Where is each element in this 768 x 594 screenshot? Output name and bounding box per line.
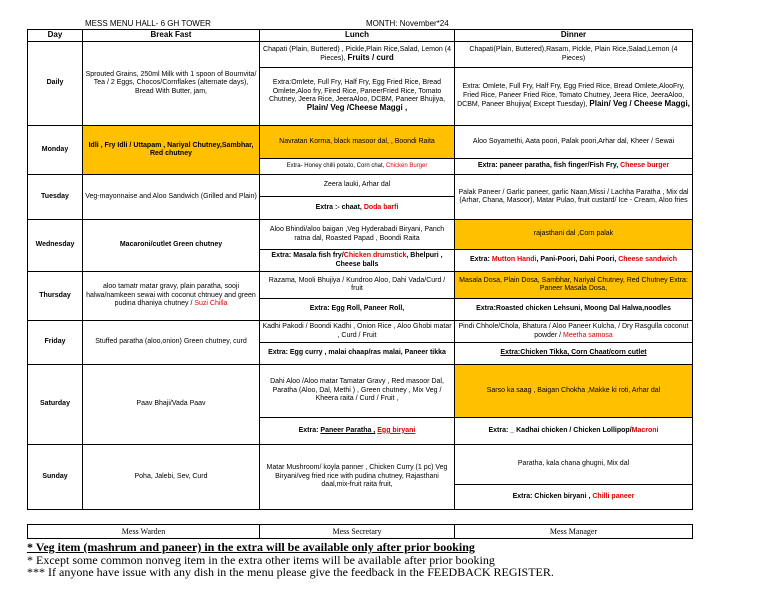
dinner-friday-extra: Extra:Chicken Tikka, Corn Chaat/corn cutlet [455,343,693,365]
dinner-daily-extra-text: Extra: Omlete, Full Fry, Half Fry, Egg Fried Rice, Bread Omlete,AlooFry, Fried Rice, Paneer Fried Rice, Tomato Chutney, Jeera Rice, JeeraAloo, DCBM, Paneer Bhujiya( Except Tuesday), [457,83,685,109]
row-daily [28,42,693,68]
dinner-thursday-main: Masala Dosa, Plain Dosa, Sambhar, Nariyal Chutney, Red Chutney Extra: Paneer Masala Dosa, [455,272,693,299]
note-veg-booking: * Veg item (mashrum and paneer) in the extra will be available only after prior booking [27,540,475,554]
breakfast-wednesday: Macaroni/cutlet Green chutney [83,220,260,272]
dinner-wednesday-extra-red2: Cheese sandwich [618,256,677,264]
lunch-wednesday-main: Aloo Bhindi/aloo baigan ,Veg Hyderabadi Biryani, Panch ratna dal, Roasted Papad , Boondi Raita [260,220,455,250]
dinner-sunday-extra-red: Chilli paneer [592,492,635,500]
dinner-sunday-extra [455,485,693,510]
lunch-wednesday-extra [260,250,455,272]
row-tuesday [28,175,693,197]
dinner-sunday-main: Paratha, kala chana ghugni, Mix dal [455,445,693,485]
lunch-daily-extra-bold: Plain/ Veg /Cheese Maggi , [306,103,408,113]
col-dinner: Dinner [455,30,693,42]
dinner-wednesday-extra-red1: Mutton Handi [491,256,537,264]
breakfast-thursday-text: aloo tamatr matar gravy, plain paratha, sooji halwa/namkeen sewai with coconut chtnuey and green pudina dhaniya chutney / [86,283,256,308]
breakfast-daily: Sprouted Grains, 250ml Milk with 1 spoon of Bournvita/ Tea / 2 Eggs, Chocos/Cornflakes (alternate days), Bread With Butter, jam, [83,42,260,126]
day-friday: Friday [28,321,83,365]
col-lunch: Lunch [260,30,455,42]
dinner-wednesday-extra-mid: , Pani-Poori, Dahi Poori, [536,256,617,264]
lunch-tuesday-extra [260,197,455,220]
day-sunday: Sunday [28,445,83,510]
dinner-wednesday-extra-text: Extra: [470,256,490,264]
lunch-friday-extra: Extra: Egg curry , malai chaap/ras malai, Paneer tikka [260,343,455,365]
lunch-daily-extra [260,68,455,126]
breakfast-sunday: Poha, Jalebi, Sev, Curd [83,445,260,510]
row-thursday [28,272,693,299]
lunch-saturday-extra [260,418,455,445]
lunch-tuesday-extra-red: Doda barfi [363,203,399,211]
note-feedback: *** If anyone have issue with any dish in the menu please give the feedback in the FEEDBACK REGISTER. [27,565,554,579]
breakfast-saturday: Paav Bhaji/Vada Paav [83,365,260,445]
dinner-saturday-main: Sarso ka saag , Baigan Chokha ,Makke ki roti, Arhar dal [455,365,693,418]
header-row [28,30,693,42]
col-breakfast: Break Fast [83,30,260,42]
lunch-wednesday-extra-text: Extra: Masala fish fry/ [271,252,344,260]
dinner-friday-text: Pindi Chhole/Chola, Bhatura / Aloo Paneer Kulcha, / Dry Rasgulla coconut powder / [458,323,689,339]
dinner-daily-main: Chapati(Plain, Buttered),Rasam, Pickle, Plain Rice,Salad,Lemon (4 Pieces) [455,42,693,68]
row-saturday [28,365,693,418]
notes [27,541,747,579]
lunch-wednesday-extra-red: Chicken drumstick [343,252,407,260]
mess-warden-label: Mess Warden [28,525,260,539]
lunch-thursday-main: Razama, Mooli Bhujiya / Kundroo Aloo, Dahi Vada/Curd / fruit [260,272,455,299]
breakfast-friday: Stuffed paratha (aloo,onion) Green chutney, curd [83,321,260,365]
lunch-saturday-extra-underline: Paneer Paratha , [320,426,376,434]
note-nonveg-booking: * Except some common nonveg item in the extra other items will be available after prior booking [27,552,495,567]
dinner-tuesday: Palak Paneer / Garlic paneer, garlic Naan,Missi / Lachha Paratha , Mix dal (Arhar, Chana, Masoor), Matar Pulao, fruit custard/ Ice - Cream, Aloo fries [455,175,693,220]
breakfast-monday: Idli , Fry Idli / Uttapam , Nariyal Chutney,Sambhar, Red chutney [83,126,260,175]
breakfast-thursday [83,272,260,321]
dinner-daily-extra-bold: Plain/ Veg / Cheese Maggi, [589,99,690,109]
day-thursday: Thursday [28,272,83,321]
dinner-friday-main [455,321,693,343]
breakfast-tuesday: Veg-mayonnaise and Aloo Sandwich (Grilled and Plain) [83,175,260,220]
lunch-saturday-extra-red: Egg biryani [377,426,416,434]
dinner-monday-extra-text: Extra: paneer paratha, fish finger/Fish Fry, [477,162,619,170]
lunch-monday-extra-red: Chicken Burger [386,163,428,170]
lunch-monday-extra-text: Extra- Honey chilli potato, Corn chat, [286,163,385,170]
breakfast-thursday-red: Suzi Chilla [194,300,228,308]
lunch-friday-main: Kadhi Pakodi / Boondi Kadhi , Onion Rice , Aloo Ghobi matar , Curd / Fruit [260,321,455,343]
lunch-thursday-extra: Extra: Egg Roll, Paneer Roll, [260,299,455,321]
signature-row [27,524,693,539]
dinner-saturday-extra [455,418,693,445]
dinner-wednesday-main: rajasthani dal ,Corn palak [455,220,693,250]
lunch-daily-text: Chapati (Plain, Buttered) , Pickle,Plain Rice,Salad, Lemon (4 Pieces), [263,45,451,62]
lunch-monday-main: Navratan Korma, black masoor dal, , Boondi Raita [260,126,455,159]
lunch-saturday-extra-text: Extra: [298,426,319,434]
dinner-monday-main: Aloo Soyamethi, Aata poori, Palak poori,Arhar dal, Kheer / Sewai [455,126,693,159]
menu-table [27,29,693,510]
col-day: Day [28,30,83,42]
dinner-sunday-extra-text: Extra: Chicken biryani , [512,492,591,500]
dinner-monday-extra [455,159,693,175]
lunch-daily-bold: Fruits / curd [347,53,394,62]
lunch-tuesday-extra-text: Extra :- chaat, [315,203,362,211]
dinner-thursday-extra: Extra:Roasted chicken Lehsuni, Moong Dal Halwa,noodles [455,299,693,321]
month-title: MONTH: November*24 [366,19,449,28]
dinner-wednesday-extra [455,250,693,272]
day-daily: Daily [28,42,83,126]
day-monday: Monday [28,126,83,175]
row-monday [28,126,693,159]
lunch-daily-extra-text: Extra:Omlete, Full Fry, Half Fry, Egg Fried Rice, Bread Omlete,Aloo fry, Fired Rice, PaneerFried Rice, Tomato Chutney, Jeera Rice, JeeraAloo, DCBM, Paneer Bhujiya, [268,79,446,103]
lunch-sunday: Matar Mushroom/ koyla panner , Chicken Curry (1 pc) Veg Biryani/veg fried rice with pudina chutney, Rajasthani daal,mix-fruit raita fruit, [260,445,455,510]
lunch-daily-main [260,42,455,68]
mess-manager-label: Mess Manager [455,525,693,539]
day-tuesday: Tuesday [28,175,83,220]
dinner-saturday-extra-red: Macroni [631,426,659,434]
lunch-saturday-main: Dahi Aloo /Aloo matar Tamatar Gravy , Red masoor Dal, Paratha (Aloo, Dal, Methi ) , Green chutney , Mix Veg / Kheera raita / Curd / Fruit , [260,365,455,418]
lunch-monday-extra [260,159,455,175]
row-friday [28,321,693,343]
lunch-tuesday-main: Zeera lauki, Arhar dal [260,175,455,197]
hall-title: MESS MENU HALL- 6 GH TOWER [85,19,211,28]
dinner-saturday-extra-text: Extra: _ Kadhai chicken / Chicken Lollipop/ [488,426,632,434]
day-wednesday: Wednesday [28,220,83,272]
row-sunday [28,445,693,485]
mess-secretary-label: Mess Secretary [260,525,455,539]
day-saturday: Saturday [28,365,83,445]
lunch-wednesday-extra-tail: , Bhelpuri , Cheese balls [335,252,443,268]
dinner-daily-extra [455,68,693,126]
dinner-monday-extra-red: Cheese burger [620,162,670,170]
dinner-friday-red: Meetha samosa [563,331,613,339]
row-wednesday [28,220,693,250]
